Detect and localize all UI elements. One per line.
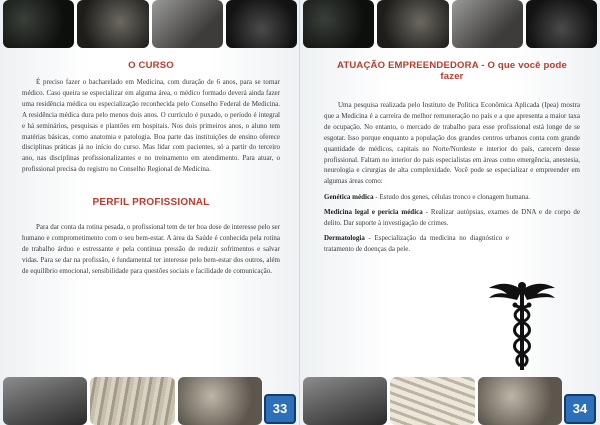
area-item-genetica bbox=[324, 192, 580, 203]
page-number: 34 bbox=[564, 394, 596, 424]
heading-perfil-profissional: PERFIL PROFISSIONAL bbox=[92, 197, 210, 209]
doctors-photo bbox=[478, 377, 562, 425]
top-photo-strip-left bbox=[0, 0, 300, 48]
page-number: 33 bbox=[264, 394, 296, 424]
laboratory-photo bbox=[526, 0, 597, 48]
classroom-photo bbox=[77, 0, 148, 48]
bottom-photo-strip-right bbox=[300, 377, 562, 425]
course-paragraph: É preciso fazer o bacharelado em Medicina, com duração de 6 anos, para se tornar médico. Caso queira se especializar em alguma área, o médico formado deverá ainda fazer uma residência médica ou especialização reconhecida pelo Conselho Federal de Medicina. A residência médica dura pelo menos dois anos. O currículo é puxado, o período é integral e há seminários, pesquisas e plantões em hospitais. Nos dois primeiros anos, o aluno tem matérias básicas, como anatomia e patologia. Boa parte das instituições de ensino oferece disciplinas práticas já no início do curso. Mas lidar com pacientes, só a partir do terceiro ano, nas disciplinas profissionalizantes e no treinamento em atendimento. Para atuar, o profissional precisa do registro no Conselho Regional de Medicina. bbox=[22, 78, 280, 174]
laboratory-photo bbox=[226, 0, 297, 48]
area-desc: - Realizar autópsias, exames de DNA e de corpo de delito. Dar suporte à investigação de crimes. bbox=[324, 208, 580, 228]
heading-atuacao-empreendedora: ATUAÇÃO EMPREENDEDORA - O que você pode fazer bbox=[336, 60, 567, 82]
surgery-photo bbox=[303, 377, 387, 425]
area-term: Medicina legal e perícia médica bbox=[324, 208, 423, 217]
right-page-content bbox=[324, 60, 580, 255]
microscope-photo bbox=[452, 0, 523, 48]
market-paragraph: Uma pesquisa realizada pelo Instituto de Política Econômica Aplicada (Ipea) mostra que a Medicina é a carreira de melhor remuneração no país e a que apresenta a maior taxa de ocupação. No entanto, o mercado de trabalho para esse profissional está longe de se esgotar. Isso porque enquanto a população dos grandes centros urbanos conta com grande quantidade de médicos, capitais no Norte/Nordeste e interior do país, carecem desse profissional. Faltam no interior do país especialistas em áreas como emergência, anestesia, neurologia e cirurgias de alta complexidade. Você pode se especializar e empreender em algumas áreas como: bbox=[324, 101, 580, 186]
area-item-dermatologia bbox=[324, 233, 509, 255]
profile-paragraph: Para dar conta da rotina pesada, o profissional tem de ter boa dose de interesse pelo ser humano e comprometimento com o seu bem-estar. A área da Saúde é conhecida pela rotina de trabalho árduo e estressante e pela contínua pressão de reduzir sofrimentos e salvar vidas. Para se dar na profissão, é fundamental ter interesse pelo bem-estar dos outros, além de equilíbrio emocional, sensibilidade para questões sociais e facilidade de comunicação. bbox=[22, 223, 280, 275]
chalkboard-photo bbox=[3, 0, 74, 48]
caduceus-icon bbox=[487, 276, 557, 372]
area-desc: - Estudo dos genes, células tronco e clonagem humana. bbox=[373, 193, 531, 202]
area-term: Dermatologia bbox=[324, 233, 365, 242]
chalkboard-photo bbox=[303, 0, 374, 48]
map-illustration-photo bbox=[390, 377, 474, 425]
microscope-photo bbox=[152, 0, 223, 48]
area-item-medicina-legal bbox=[324, 207, 580, 229]
left-page-content bbox=[22, 60, 280, 277]
surgery-photo bbox=[3, 377, 87, 425]
bottom-photo-strip-left bbox=[0, 377, 262, 425]
right-page bbox=[300, 0, 600, 425]
area-desc: - Especialização da medicina no diagnóstico e tratamento de doenças da pele. bbox=[324, 233, 509, 253]
anatomy-illustration-photo bbox=[90, 377, 174, 425]
doctors-photo bbox=[178, 377, 262, 425]
heading-o-curso: O CURSO bbox=[128, 60, 174, 71]
classroom-photo bbox=[377, 0, 448, 48]
top-photo-strip-right bbox=[300, 0, 600, 48]
area-term: Genética médica bbox=[324, 193, 374, 202]
